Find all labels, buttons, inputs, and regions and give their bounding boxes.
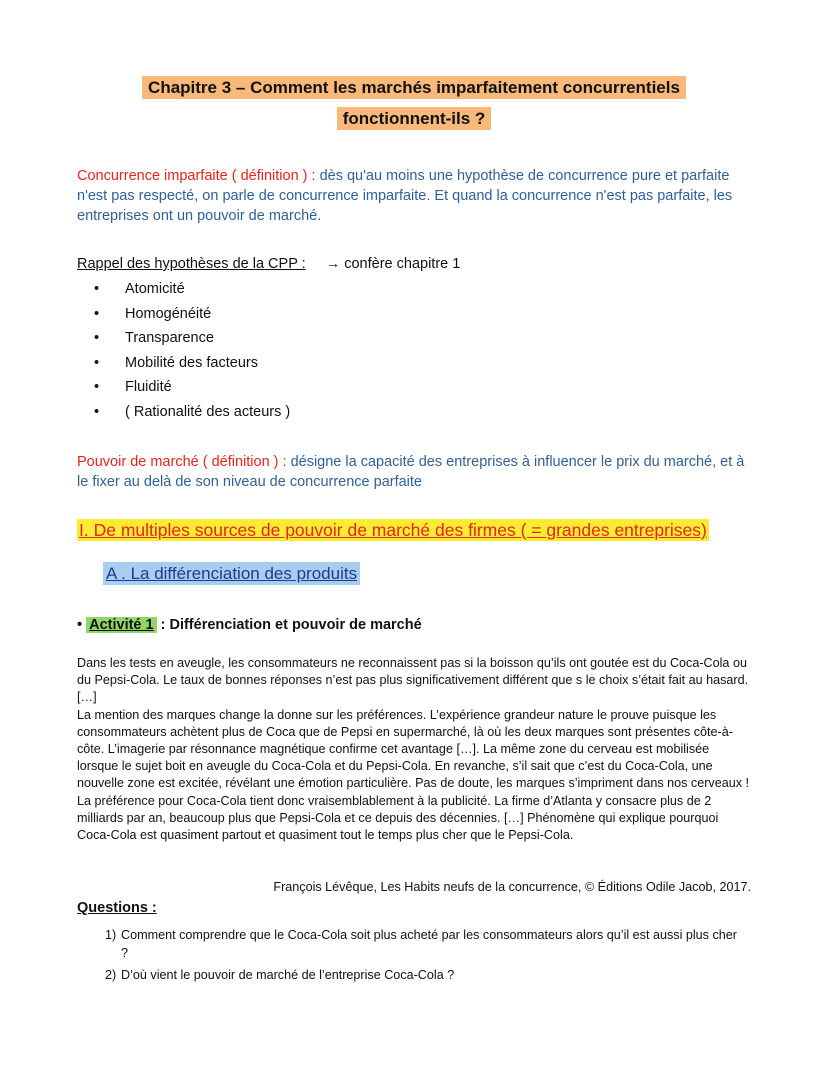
questions-title: Questions : <box>77 900 157 916</box>
page-title-line2 <box>0 109 828 129</box>
activity-title: : Différenciation et pouvoir de marché <box>156 617 422 633</box>
paragraph: Dans les tests en aveugle, les consommateurs ne reconnaissent pas si la boisson qu’ils ont goutée est du Coca-Cola ou du Pepsi-Cola. Le taux de bonnes réponses n’est pas plus significativement différent que s le choix s’était fait au hasard. […] <box>77 656 749 705</box>
question-item <box>105 966 745 984</box>
definition-term: Pouvoir de marché ( définition ) : <box>77 454 287 470</box>
list-item: • Transparence <box>77 328 290 353</box>
hypotheses-list <box>77 279 290 427</box>
title-line-2: fonctionnent-ils ? <box>337 107 492 130</box>
list-item: • Homogénéité <box>77 304 290 329</box>
citation: François Lévêque, Les Habits neufs de la concurrence, © Éditions Odile Jacob, 2017. <box>273 880 751 894</box>
paragraph: La mention des marques change la donne sur les préférences. L’expérience grandeur nature le prouve puisque les consommateurs achètent plus de Coca que de Pepsi en supermarché, là où les deux marques sont présentes côte-à-côte. L’imagerie par résonnance magnétique confirme cet avantage […]. La même zone du cerveau est mobilisée lorsque le sujet boit en aveugle du Coca-Cola et du Pepsi-Cola. En revanche, s’il sait que c’est du Coca-Cola, une nouvelle zone est excitée, révélant une émotion particulière. Pas de doute, les marques s’impriment dans nos cerveaux ! <box>77 707 750 791</box>
question-text: Comment comprendre que le Coca-Cola soit plus acheté par les consommateurs alors qu’il est aussi plus cher ? <box>121 928 737 960</box>
list-item: • ( Rationalité des acteurs ) <box>77 402 290 427</box>
list-item: • Fluidité <box>77 377 290 402</box>
activity-heading <box>77 617 422 633</box>
activity-badge: Activité 1 <box>86 617 156 633</box>
document-excerpt <box>77 655 752 844</box>
definition-text: désigne la capacité des entreprises à influencer le prix du marché, et à le fixer au delà de son niveau de concurrence parfaite <box>77 454 745 490</box>
section-heading-a: A . La différenciation des produits <box>103 564 360 584</box>
definition-term: Concurrence imparfaite ( définition ) : <box>77 168 316 184</box>
questions-list <box>105 926 745 988</box>
question-number: 2) <box>105 968 117 982</box>
rappel-line <box>77 256 460 272</box>
rappel-label: Rappel des hypothèses de la CPP : <box>77 256 306 272</box>
paragraph: La préférence pour Coca-Cola tient donc vraisemblablement à la publicité. La firme d’Atlanta y consacre plus de 2 milliards par an, beaucoup plus que Pepsi-Cola et ce depuis des décennies. […] Phénomène qui explique pourquoi Coca-Cola est quasiment partout et quasiment tout le temps plus cher que le Pepsi-Cola. <box>77 793 719 843</box>
definition-pouvoir <box>77 452 757 492</box>
page-title <box>0 78 828 98</box>
list-item: • Atomicité <box>77 279 290 304</box>
section-heading-1: I. De multiples sources de pouvoir de marché des firmes ( = grandes entreprises) <box>79 520 707 540</box>
rappel-ref: → confère chapitre 1 <box>325 256 461 272</box>
title-line-1: Chapitre 3 – Comment les marchés imparfaitement concurrentiels <box>142 76 686 99</box>
definition-concurrence <box>77 166 757 226</box>
bullet: • <box>77 617 83 633</box>
question-text: D’où vient le pouvoir de marché de l’entreprise Coca-Cola ? <box>121 968 455 982</box>
definition-text: dès qu'au moins une hypothèse de concurrence pure et parfaite n'est pas respecté, on parle de concurrence imparfaite. Et quand la concurrence n'est pas parfaite, les entreprises ont un pouvoir de marché. <box>77 168 733 224</box>
question-number: 1) <box>105 928 117 942</box>
list-item: • Mobilité des facteurs <box>77 353 290 378</box>
question-item <box>105 926 745 962</box>
